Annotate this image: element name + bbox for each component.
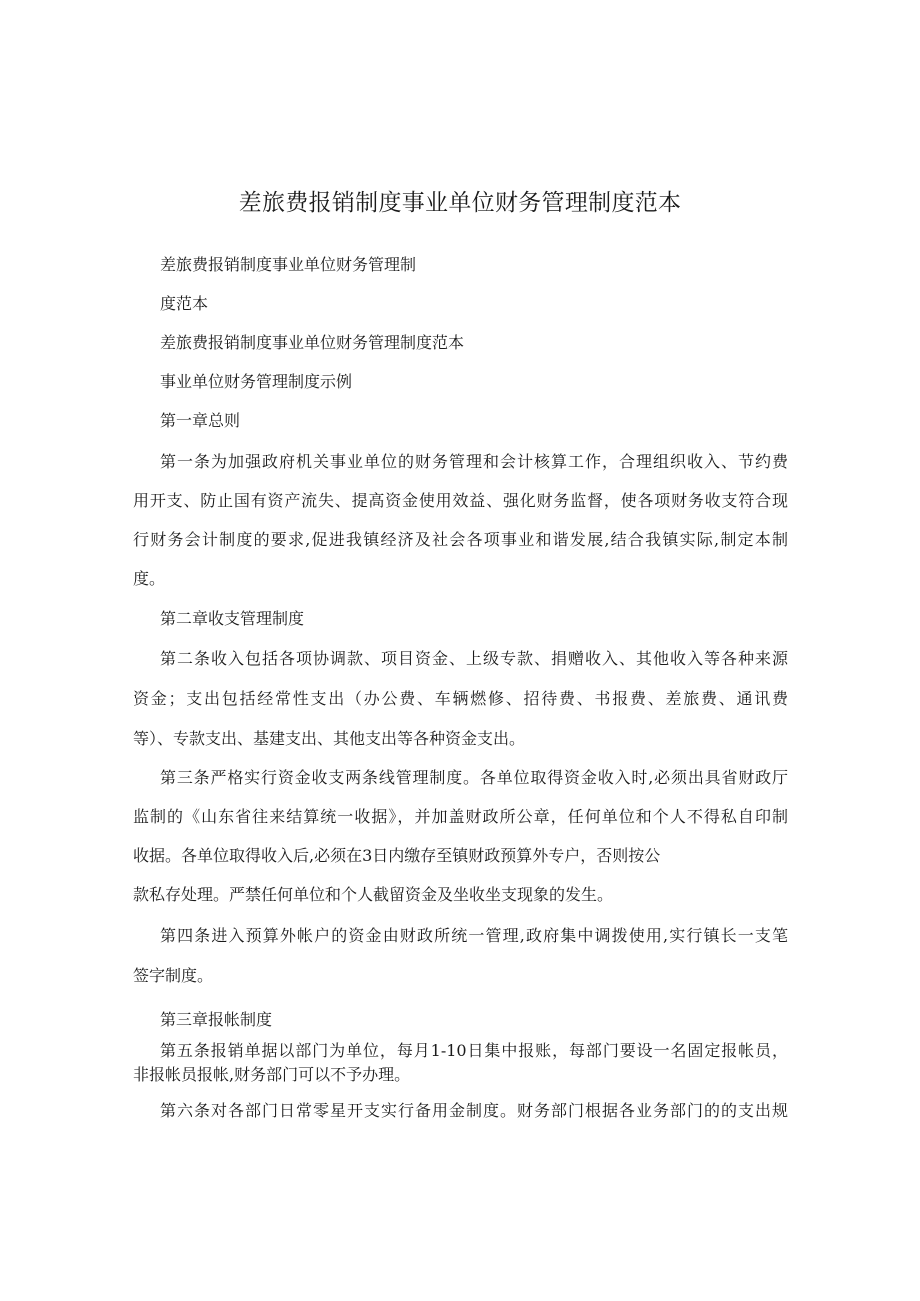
example-heading: 事业单位财务管理制度示例 <box>160 372 353 391</box>
article-3-line-1: 第三条严格实行资金收支两条线管理制度。各单位取得资金收入时,必须出具省财政厅 <box>160 768 788 787</box>
article-3-line-4: 款私存处理。严禁任何单位和个人截留资金及坐收坐支现象的发生。 <box>133 885 614 904</box>
article-4-line-1: 第四条进入预算外帐户的资金由财政所统一管理,政府集中调拨使用,实行镇长一支笔 <box>160 926 788 945</box>
heading-line-2: 度范本 <box>160 294 209 313</box>
chapter-1-heading: 第一章总则 <box>160 411 241 430</box>
article-1-line-1: 第一条为加强政府机关事业单位的财务管理和会计核算工作，合理组织收入、节约费 <box>160 452 788 471</box>
article-1-line-4: 度。 <box>133 569 166 588</box>
article-2-line-3: 等）、专款支出、基建支出、其他支出等各种资金支出。 <box>133 729 526 748</box>
article-5-line-1: 第五条报销单据以部门为单位，每月1-10日集中报账，每部门要设一名固定报帐员， <box>160 1041 788 1060</box>
article-5-line-2: 非报帐员报帐,财务部门可以不予办理。 <box>133 1065 411 1084</box>
article-2-line-1: 第二条收入包括各项协调款、项目资金、上级专款、捐赠收入、其他收入等各种来源 <box>160 649 788 668</box>
heading-line-1: 差旅费报销制度事业单位财务管理制 <box>160 255 417 274</box>
article-1-line-3: 行财务会计制度的要求,促进我镇经济及社会各项事业和谐发展,结合我镇实际,制定本制 <box>133 530 788 549</box>
subtitle-line: 差旅费报销制度事业单位财务管理制度范本 <box>160 333 465 352</box>
chapter-2-heading: 第二章收支管理制度 <box>160 609 305 628</box>
article-3-line-3: 收据。各单位取得收入后,必须在3日内缴存至镇财政预算外专户，否则按公 <box>133 846 661 865</box>
article-4-line-2: 签字制度。 <box>133 966 214 985</box>
article-2-line-2: 资金；支出包括经常性支出（办公费、车辆燃修、招待费、书报费、差旅费、通讯费 <box>133 689 788 708</box>
article-6-line-1: 第六条对各部门日常零星开支实行备用金制度。财务部门根据各业务部门的的支出规 <box>160 1101 788 1120</box>
chapter-3-heading: 第三章报帐制度 <box>160 1010 273 1029</box>
article-3-line-2: 监制的《山东省往来结算统一收据》，并加盖财政所公章，任何单位和个人不得私自印制 <box>133 807 788 826</box>
document-title: 差旅费报销制度事业单位财务管理制度范本 <box>238 190 682 216</box>
article-1-line-2: 用开支、防止国有资产流失、提高资金使用效益、强化财务监督，使各项财务收支符合现 <box>133 491 788 510</box>
